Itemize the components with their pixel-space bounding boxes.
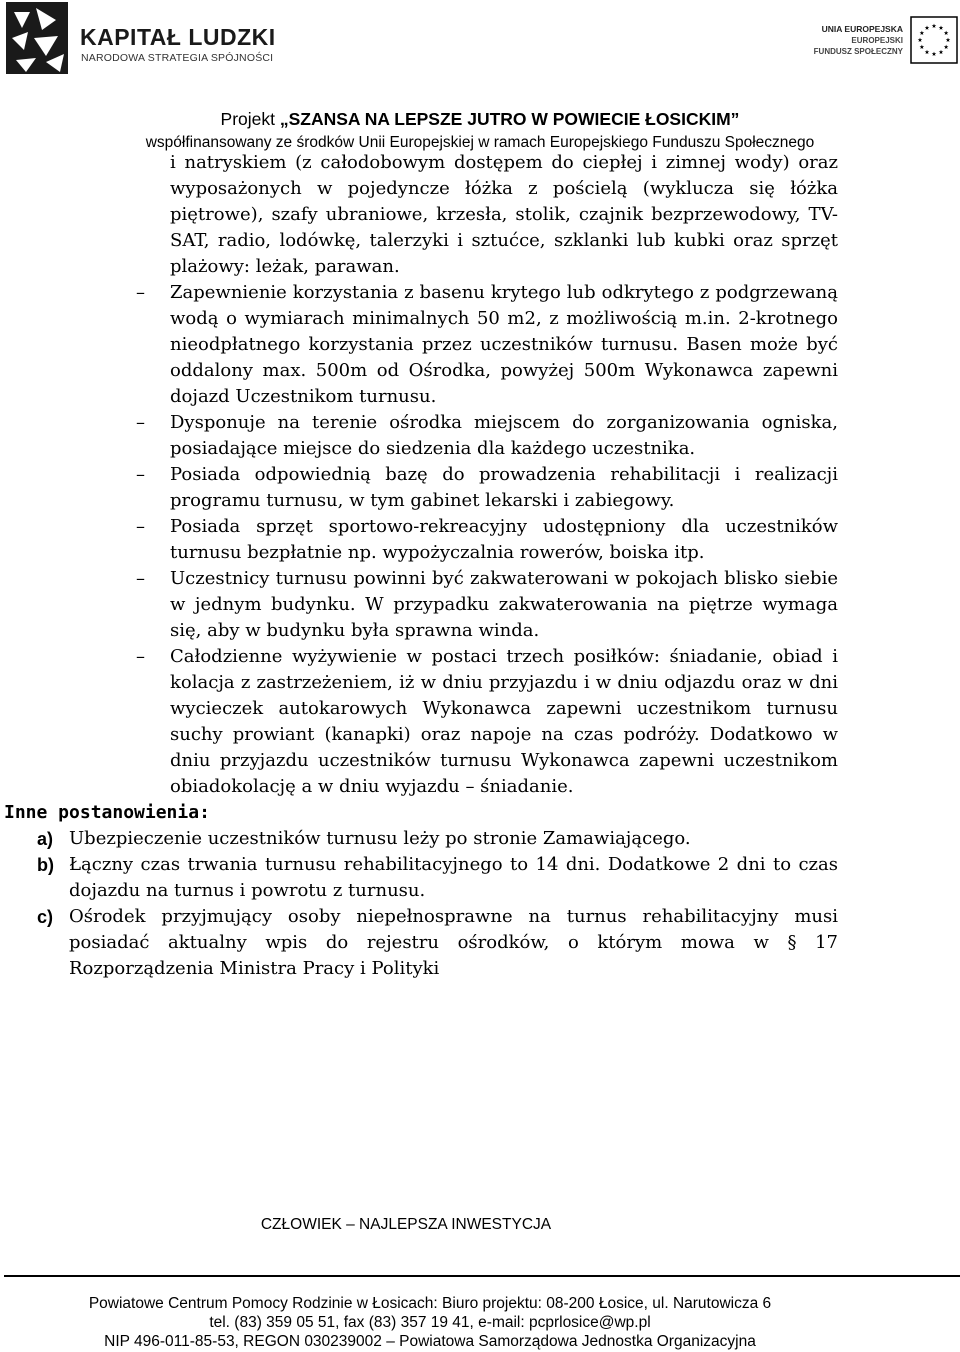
other-provisions-list — [0, 826, 960, 982]
footer-divider — [4, 1275, 960, 1277]
bullet-text: Dysponuje na terenie ośrodka miejscem do zorganizowania ogniska, posiadające miejsce do siedzenia dla każdego uczestnika. — [170, 412, 838, 459]
other-provisions-heading: Inne postanowienia: — [4, 802, 210, 823]
bullet-text: Zapewnienie korzystania z basenu krytego lub odkrytego z podgrzewaną wodą o wymiarach minimalnych 50 m2, z możliwością m.in. 2-krotnego nieodpłatnego korzystania przez uczestników turnusu. Basen może być oddalony max. 500m od Ośrodka, powyżej 500m Wykonawca zapewni dojazd Uczestnikom turnusu. — [170, 282, 838, 407]
bullet-text: Posiada odpowiednią bazę do prowadzenia rehabilitacji i realizacji programu turnusu, w tym gabinet lekarski i zabiegowy. — [170, 464, 838, 511]
project-name: „SZANSA NA LEPSZE JUTRO W POWIECIE ŁOSICKIM” — [279, 109, 740, 129]
provision-text: Ośrodek przyjmujący osoby niepełnosprawne na turnus rehabilitacyjny musi posiadać aktualny wpis do rejestru ośrodków, o którym mowa w § 17 Rozporządzenia Ministra Pracy i Polityki — [69, 906, 838, 979]
project-title — [0, 109, 960, 130]
bullet-item — [0, 644, 960, 800]
logo-title: KAPITAŁ LUDZKI — [80, 24, 276, 50]
bullet-item — [0, 566, 960, 644]
eu-logo — [718, 16, 958, 70]
bullet-dash: – — [136, 464, 145, 485]
bullet-text: Całodzienne wyżywienie w postaci trzech posiłków: śniadanie, obiad i kolacja z zastrzeżeniem, iż w dniu przyjazdu i w dniu odjazdu oraz w dni wycieczek autokarowych Wykonawca zapewni uczestnikom turnusu suchy prowiant (kanapki) oraz napoje na czas podróży. Dodatkowo w dniu przyjazdu uczestników turnusu Wykonawca zapewni uczestnikom obiadokolację a w dniu wyjazdu – śniadanie. — [170, 646, 838, 797]
provision-item — [0, 904, 960, 982]
bullet-text: Posiada sprzęt sportowo-rekreacyjny udostępniony dla uczestników turnusu bezpłatnie np. wypożyczalnia rowerów, boiska itp. — [170, 516, 838, 563]
eu-flag-icon — [910, 16, 958, 64]
bullet-dash: – — [136, 568, 145, 589]
provision-letter: a) — [37, 829, 54, 849]
provision-letter: b) — [37, 855, 54, 875]
bullet-list — [0, 280, 960, 800]
bullet-item — [0, 514, 960, 566]
provision-text: Łączny czas trwania turnusu rehabilitacyjnego to 14 dni. Dodatkowe 2 dni to czas dojazdu na turnus i powrotu z turnusu. — [69, 854, 838, 901]
bullet-dash: – — [136, 646, 145, 667]
footer-motto: CZŁOWIEK – NAJLEPSZA INWESTYCJA — [260, 1216, 552, 1233]
kapital-ludzki-emblem-icon — [6, 2, 68, 74]
provision-text: Ubezpieczenie uczestników turnusu leży po stronie Zamawiającego. — [69, 828, 691, 849]
eu-line-3: FUNDUSZ SPOŁECZNY — [813, 47, 903, 56]
eu-logo-text — [814, 24, 903, 57]
logo-subtitle: NARODOWA STRATEGIA SPÓJNOŚCI — [81, 52, 274, 64]
bullet-item — [0, 280, 960, 410]
bullet-dash: – — [136, 516, 145, 537]
kapital-ludzki-logo — [6, 2, 276, 82]
eu-line-1: UNIA EUROPEJSKA — [821, 24, 903, 34]
eu-line-2: EUROPEJSKI — [851, 36, 903, 45]
footer-registry: NIP 496-011-85-53, REGON 030239002 – Powiatowa Samorządowa Jednostka Organizacyjna — [104, 1333, 756, 1350]
footer-address: Powiatowe Centrum Pomocy Rodzinie w Łosicach: Biuro projektu: 08-200 Łosice, ul. Narutowicza 6 — [88, 1295, 772, 1312]
provision-item — [0, 852, 960, 904]
project-prefix: Projekt — [220, 109, 280, 129]
document-body — [0, 150, 960, 982]
cofinance-line: współfinansowany ze środków Unii Europejskiej w ramach Europejskiego Funduszu Społecznego — [145, 134, 815, 151]
bullet-dash: – — [136, 282, 145, 303]
footer-contact: tel. (83) 359 05 51, fax (83) 357 19 41, e-mail: pcprlosice@wp.pl — [209, 1314, 651, 1331]
provision-item — [0, 826, 960, 852]
bullet-item — [0, 410, 960, 462]
page-header — [0, 0, 960, 100]
provision-letter: c) — [37, 907, 54, 927]
continuation-paragraph: i natryskiem (z całodobowym dostępem do ciepłej i zimnej wody) oraz wyposażonych w pojedyncze łóżka z pościelą (wyklucza się łóżka piętrowe), szafy ubraniowe, krzesła, stolik, czajnik bezprzewodowy, TV-SAT, radio, lodówkę, talerzyki i sztućce, szklanki lub kubki oraz sprzęt plażowy: leżak, parawan. — [170, 152, 838, 277]
bullet-text: Uczestnicy turnusu powinni być zakwaterowani w pokojach blisko siebie w jednym budynku. W przypadku zakwaterowania na piętrze wymaga się, aby w budynku była sprawna winda. — [170, 568, 838, 641]
bullet-item — [0, 462, 960, 514]
bullet-dash: – — [136, 412, 145, 433]
